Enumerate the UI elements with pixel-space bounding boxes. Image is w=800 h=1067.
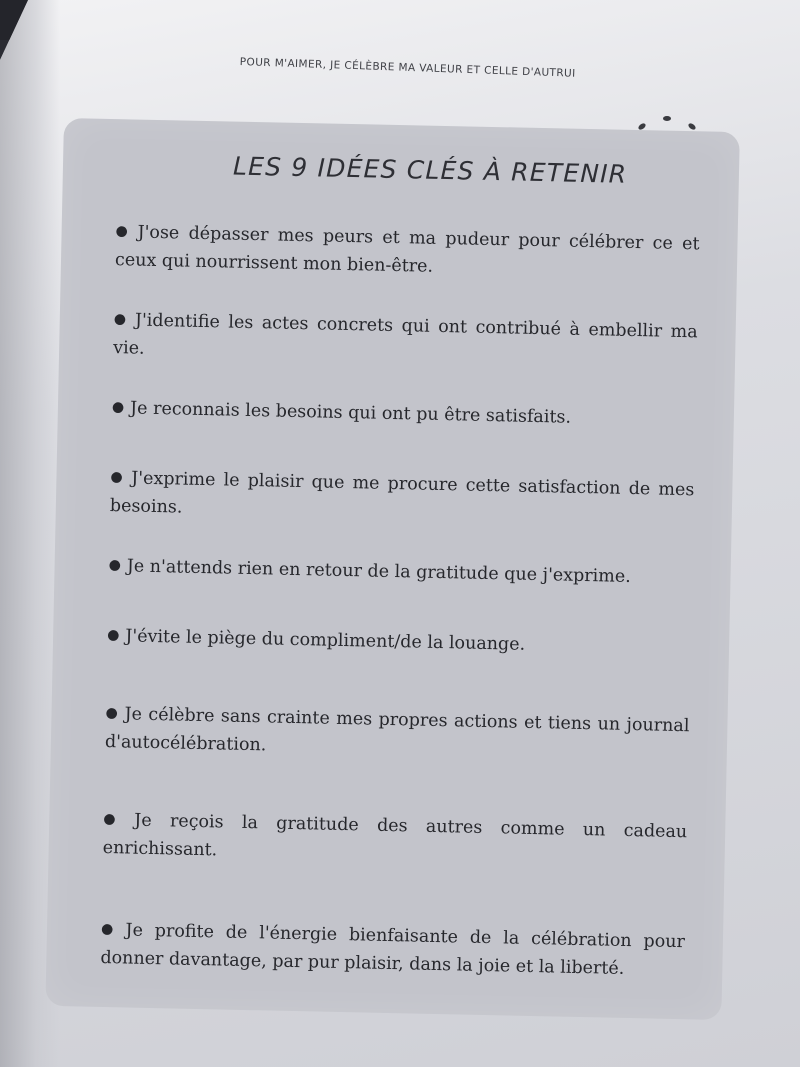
- key-ideas-box: [45, 118, 739, 1020]
- bullet-icon: ●: [108, 557, 122, 574]
- key-idea-item: [108, 553, 692, 593]
- bullet-icon: ●: [115, 223, 132, 240]
- key-idea-text: J'évite le piège du compliment/de la louange.: [125, 626, 526, 655]
- bullet-icon: ●: [103, 810, 129, 828]
- key-idea-text: Je célèbre sans crainte mes propres actions et tiens un journal d'autocélébration.: [104, 704, 690, 756]
- key-idea-item: [110, 465, 695, 532]
- bullet-icon: ●: [113, 311, 130, 328]
- bullet-icon: ●: [100, 920, 120, 938]
- key-idea-item: [112, 395, 696, 435]
- bullet-icon: ●: [105, 705, 119, 722]
- key-idea-text: Je reçois la gratitude des autres comme un cadeau enrichissant.: [102, 810, 688, 861]
- ring-dot: [663, 116, 671, 121]
- ring-dot: [687, 122, 696, 131]
- key-idea-item: [115, 219, 700, 286]
- key-idea-text: J'ose dépasser mes peurs et ma pudeur pour célébrer ce et ceux qui nourrissent mon bien-être.: [114, 222, 700, 277]
- bullet-icon: ●: [110, 469, 126, 486]
- key-idea-item: [105, 701, 690, 768]
- key-idea-text: J'identifie les actes concrets qui ont contribué à embellir ma vie.: [112, 310, 698, 359]
- running-head: POUR M'AIMER, JE CÉLÈBRE MA VALEUR ET CELLE D'AUTRUI: [239, 56, 576, 80]
- bullet-icon: ●: [107, 627, 120, 644]
- key-idea-text: J'exprime le plaisir que me procure cette satisfaction de mes besoins.: [109, 468, 695, 518]
- key-idea-item: [102, 807, 687, 874]
- key-idea-item: [113, 307, 698, 374]
- bullet-icon: ●: [111, 399, 125, 416]
- key-idea-item: [107, 623, 691, 663]
- key-idea-text: Je n'attends rien en retour de la gratitude que j'exprime.: [126, 556, 631, 587]
- box-title: LES 9 IDÉES CLÉS À RETENIR: [232, 151, 628, 189]
- key-idea-item: [100, 917, 685, 984]
- key-idea-text: Je reconnais les besoins qui ont pu être satisfaits.: [129, 398, 572, 428]
- key-idea-text: Je profite de l'énergie bienfaisante de la célébration pour donner davantage, par pur plaisir, dans la joie et la liberté.: [100, 920, 686, 979]
